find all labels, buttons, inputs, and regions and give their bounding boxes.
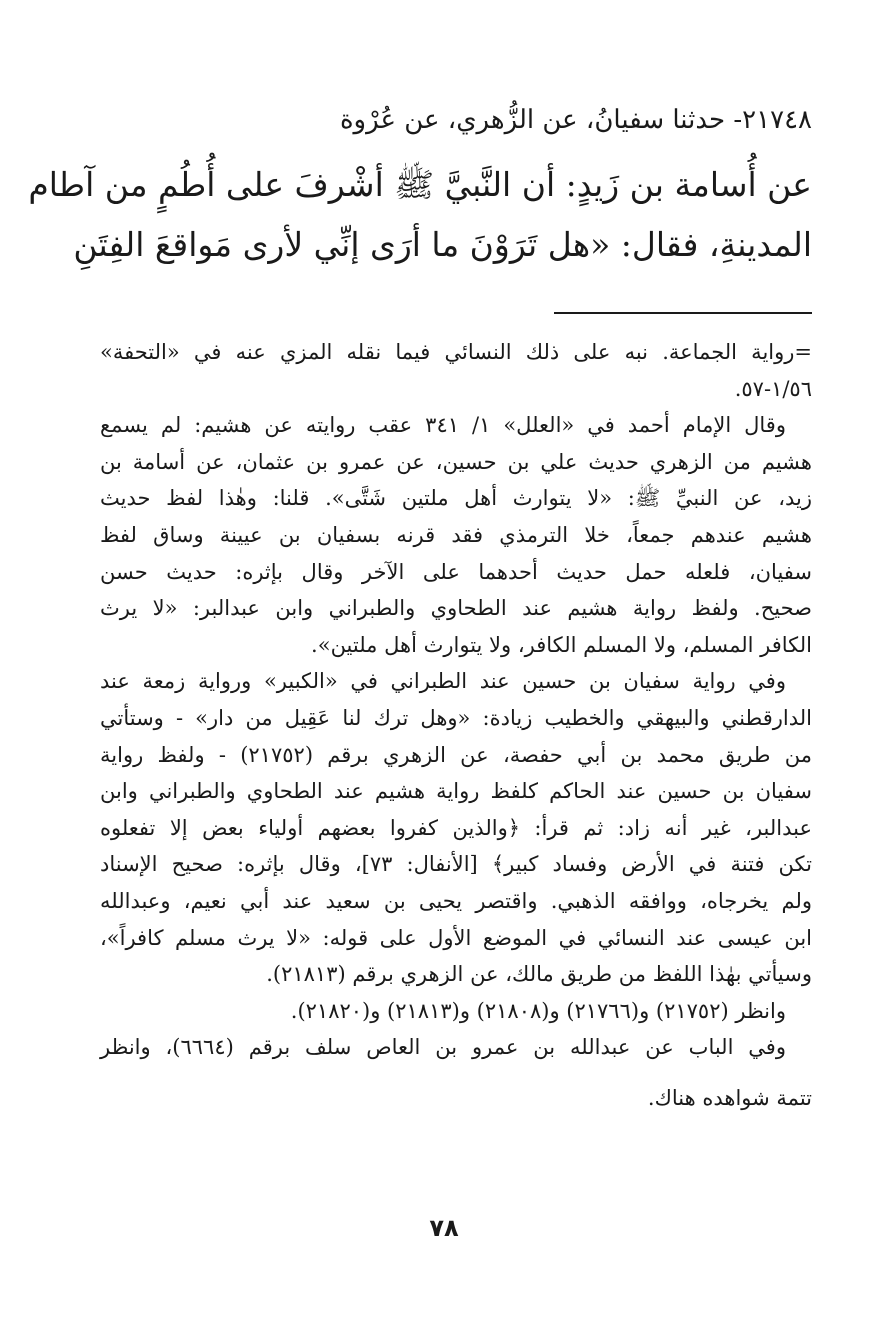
hadith-header: ٢١٧٤٨- حدثنا سفيانُ، عن الزُّهري، عن عُرْوة xyxy=(339,105,812,135)
footnote-line: سفيان، فلعله حمل حديث أحدهما على الآخر وقال بإثره: حديث حسن xyxy=(100,559,812,584)
footnote-line: ابن عيسى عند النسائي في الموضع الأول على قوله: «لا يرث مسلم كافراً»، xyxy=(100,925,812,950)
footnotes xyxy=(100,334,812,1116)
footnote-line: صحيح. ولفظ رواية هشيم عند الطحاوي والطبراني وابن عبدالبر: «لا يرث xyxy=(100,596,812,621)
line-gap xyxy=(100,1066,812,1080)
page-number: ٧٨ xyxy=(429,1214,459,1242)
footnote-line: الدارقطني والبيهقي والخطيب زيادة: «وهل ترك لنا عَقِيل من دار» - وستأتي xyxy=(100,705,812,730)
footnote-line: الكافر المسلم، ولا المسلم الكافر، ولا يتوارث أهل ملتين». xyxy=(311,632,812,657)
hadith-line: عن أُسامة بن زَيدٍ: أن النَّبيَّ ﷺ أشْرفَ على أُطُمٍ من آطام xyxy=(28,165,812,204)
footnote-paragraph xyxy=(100,663,812,992)
footnote-paragraph xyxy=(100,334,812,407)
footnote-line: وانظر (٢١٧٥٢) و(٢١٧٦٦) و(٢١٨٠٨) و(٢١٨١٣) و(٢١٨٢٠). xyxy=(290,998,786,1023)
footnote-line: سفيان بن حسين عند الحاكم كلفظ رواية هشيم عند الطحاوي والطبراني وابن xyxy=(100,779,812,804)
footnote-line: زيد، عن النبيِّ ﷺ: «لا يتوارث أهل ملتين شَتَّى». قلنا: وهٰذا لفظ حديث xyxy=(100,486,812,511)
footnote-line: تكن فتنة في الأرض وفساد كبير﴾ [الأنفال: ٧٣]، وقال بإثره: صحيح الإسناد xyxy=(100,852,812,877)
footnote-line: عبدالبر، غير أنه زاد: ثم قرأ: ﴿والذين كفروا بعضهم أولياء بعض إلا تفعلوه xyxy=(100,815,812,840)
footnote-line: ١/٥٦-٥٧. xyxy=(734,376,812,401)
hadith-line: المدينةِ، فقال: «هل تَرَوْنَ ما أرَى إنِّي لأرى مَواقعَ الفِتَنِ xyxy=(73,225,812,264)
footnote-line: تتمة شواهده هناك. xyxy=(647,1085,812,1110)
footnote-paragraph xyxy=(100,993,812,1030)
footnote-line: من طريق محمد بن أبي حفصة، عن الزهري برقم (٢١٧٥٢) - ولفظ رواية xyxy=(100,742,812,767)
footnote-paragraph xyxy=(100,407,812,663)
footnote-line: وفي الباب عن عبدالله بن عمرو بن العاص سلف برقم (٦٦٦٤)، وانظر xyxy=(100,1035,786,1060)
footnote-line: هشيم عندهم جمعاً، خلا الترمذي فقد قرنه بسفيان بن عيينة وساق لفظ xyxy=(100,522,812,547)
footnote-line: وقال الإمام أحمد في «العلل» ١/ ٣٤١ عقب روايته عن هشيم: لم يسمع xyxy=(100,413,786,438)
footnote-line: هشيم من الزهري حديث علي بن حسين، عن عمرو بن عثمان، عن أسامة بن xyxy=(100,449,812,474)
footnote-line: وسيأتي بهٰذا اللفظ من طريق مالك، عن الزهري برقم (٢١٨١٣). xyxy=(266,962,812,987)
footnote-line: وفي رواية سفيان بن حسين عند الطبراني في «الكبير» ورواية زمعة عند xyxy=(100,669,786,694)
footnote-separator xyxy=(554,312,812,314)
hadith-text xyxy=(28,155,812,275)
footnote-line: ولم يخرجاه، ووافقه الذهبي. واقتصر يحيى بن سعيد عند أبي نعيم، وعبدالله xyxy=(100,888,812,913)
footnote-line: =رواية الجماعة. نبه على ذلك النسائي فيما نقله المزي عنه في «التحفة» xyxy=(100,340,812,364)
footnote-paragraph xyxy=(100,1029,812,1116)
